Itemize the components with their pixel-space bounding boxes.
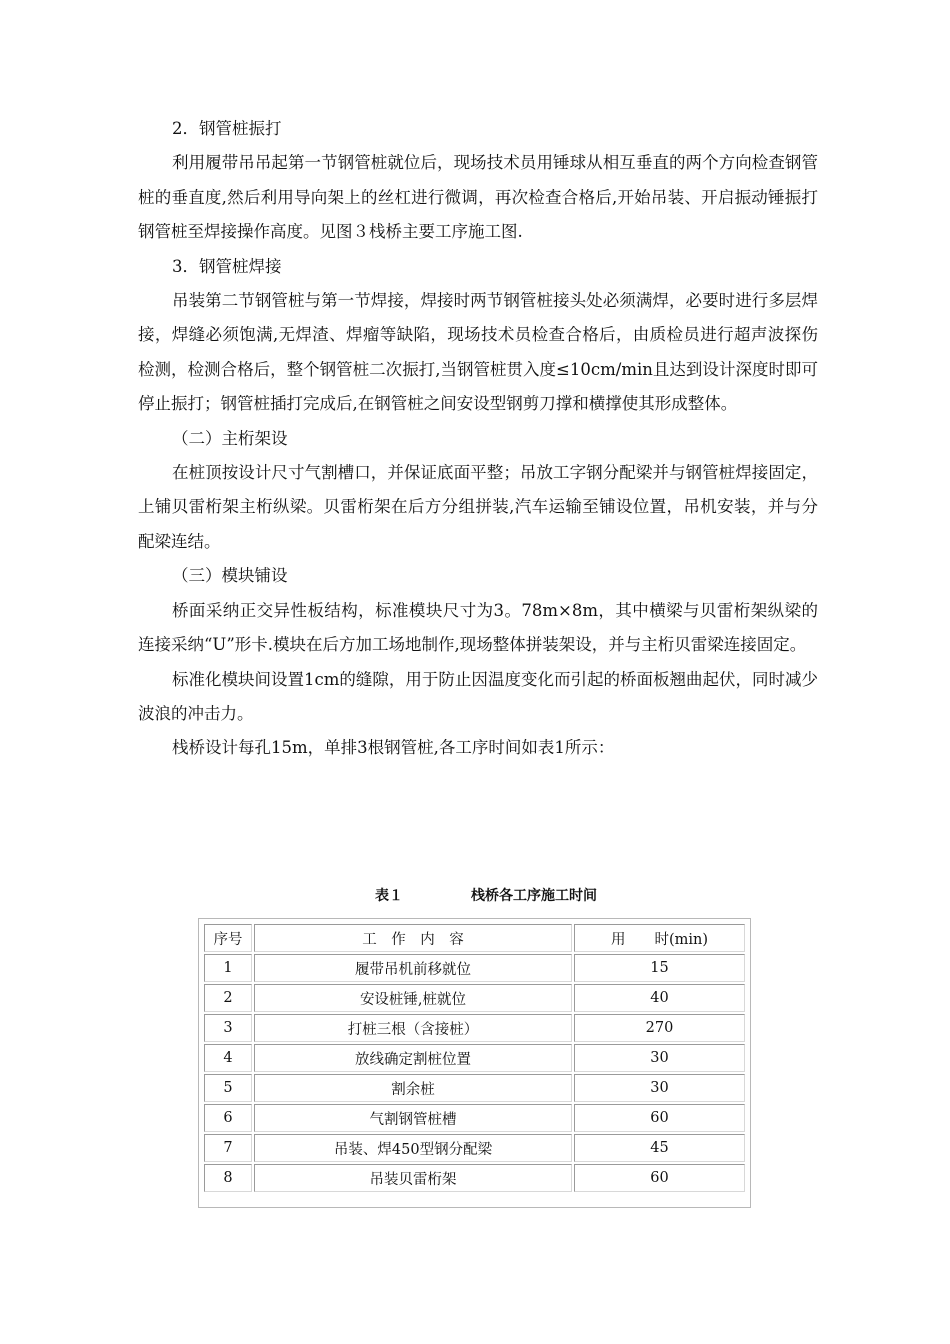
body-paragraph: 桥面采纳正交异性板结构，标准模块尺寸为3。78m×8m，其中横梁与贝雷桁架纵梁的连接采纳“U”形卡.模块在后方加工场地制作,现场整体拼装架设，并与主桁贝雷梁连接固定。: [138, 600, 818, 655]
table-row: [204, 1044, 745, 1072]
cell-duration: 45: [574, 1134, 745, 1162]
cell-index: 8: [204, 1164, 252, 1192]
cell-index: 2: [204, 984, 252, 1012]
cell-content: 放线确定割桩位置: [254, 1044, 572, 1072]
table-row: [204, 1014, 745, 1042]
cell-content: 打桩三根（含接桩）: [254, 1014, 572, 1042]
body-paragraph: 栈桥设计每孔15m，单排3根钢管桩,各工序时间如表1所示：: [172, 738, 615, 758]
cell-index: 1: [204, 954, 252, 982]
cell-content: 安设桩锤,桩就位: [254, 984, 572, 1012]
cell-index: 7: [204, 1134, 252, 1162]
section-heading: 2．钢管桩振打: [172, 119, 282, 138]
body-paragraph: 利用履带吊吊起第一节钢管桩就位后，现场技术员用锤球从相互垂直的两个方向检查钢管桩的垂直度,然后利用导向架上的丝杠进行微调，再次检查合格后,开始吊装、开启振动锤振打钢管桩至焊接操作高度。见图３栈桥主要工序施工图.: [138, 153, 818, 242]
table-caption-number: 表１: [375, 888, 403, 904]
cell-content: 履带吊机前移就位: [254, 954, 572, 982]
cell-index: 6: [204, 1104, 252, 1132]
table-grid: [202, 922, 747, 1194]
cell-content: 割余桩: [254, 1074, 572, 1102]
table-caption-title: 栈桥各工序施工时间: [471, 888, 597, 904]
cell-duration: 30: [574, 1044, 745, 1072]
section-heading: 3．钢管桩焊接: [172, 256, 282, 276]
header-content: 工 作 内 容: [254, 924, 572, 952]
cell-duration: 270: [574, 1014, 745, 1042]
section-heading: （三）模块铺设: [172, 566, 288, 586]
cell-duration: 60: [574, 1164, 745, 1192]
document-body: [138, 112, 818, 766]
cell-index: 3: [204, 1014, 252, 1042]
cell-content: 吊装、焊450型钢分配梁: [254, 1134, 572, 1162]
header-duration: 用 时(min): [574, 924, 745, 952]
cell-content: 气割钢管桩槽: [254, 1104, 572, 1132]
table-row: [204, 1134, 745, 1162]
cell-index: 4: [204, 1044, 252, 1072]
cell-content: 吊装贝雷桁架: [254, 1164, 572, 1192]
header-index: 序号: [204, 924, 252, 952]
body-paragraph: 在桩顶按设计尺寸气割槽口，并保证底面平整；吊放工字钢分配梁并与钢管桩焊接固定，上铺贝雷桁架主桁纵梁。贝雷桁架在后方分组拼装,汽车运输至铺设位置，吊机安装，并与分配梁连结。: [138, 463, 818, 551]
table-row: [204, 1074, 745, 1102]
section-heading: （二）主桁架设: [172, 428, 288, 448]
cell-duration: 40: [574, 984, 745, 1012]
body-paragraph: 吊装第二节钢管桩与第一节焊接，焊接时两节钢管桩接头处必须满焊，必要时进行多层焊接，焊缝必须饱满,无焊渣、焊瘤等缺陷，现场技术员检查合格后，由质检员进行超声波探伤检测，检测合格后，整个钢管桩二次振打,当钢管桩贯入度≤10cm/min且达到设计深度时即可停止振打；钢管桩插打完成后,在钢管桩之间安设型钢剪刀撑和横撑使其形成整体。: [138, 291, 818, 414]
table-row: [204, 954, 745, 982]
cell-duration: 60: [574, 1104, 745, 1132]
cell-index: 5: [204, 1074, 252, 1102]
table-row: [204, 1104, 745, 1132]
table-row: [204, 1164, 745, 1192]
table-row: [204, 984, 745, 1012]
table-header-row: [204, 924, 745, 952]
cell-duration: 15: [574, 954, 745, 982]
process-time-table: [198, 918, 751, 1208]
body-paragraph: 标准化模块间设置1cm的缝隙，用于防止因温度变化而引起的桥面板翘曲起伏，同时减少波浪的冲击力。: [138, 669, 818, 723]
table-caption: [375, 884, 675, 908]
cell-duration: 30: [574, 1074, 745, 1102]
